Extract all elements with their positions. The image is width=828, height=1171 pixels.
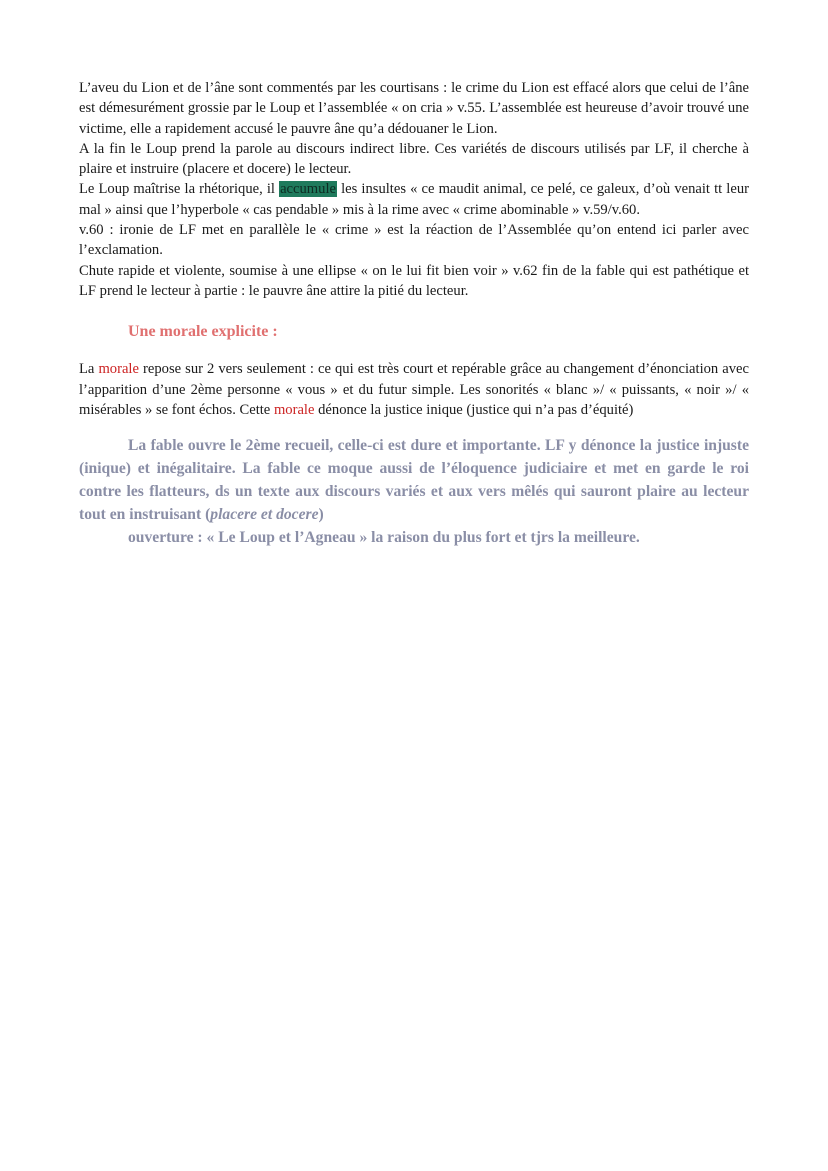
section-heading: Une morale explicite : — [128, 323, 278, 341]
opening-text: ouverture : « Le Loup et l’Agneau » la raison du plus fort et tjrs la meilleure. — [128, 529, 640, 547]
keyword-morale: morale — [273, 401, 315, 418]
text-line: v.60 : ironie de LF met en parallèle le « crime » est la réaction de l’Assemblée qu’on entend ici parler avec l’exclamation. — [79, 222, 749, 259]
opening-paragraph — [79, 526, 749, 549]
italic-latin: placere et docere — [210, 506, 319, 524]
highlighted-word: accumule — [280, 181, 336, 198]
keyword-morale: morale — [98, 361, 139, 378]
text-segment: La — [79, 361, 99, 378]
text-segment: dénonce la justice inique (justice qui n’a pas d’équité) — [314, 401, 634, 418]
text-segment: La fable ouvre le 2ème recueil, celle-ci est dure et importante. LF y dénonce la justice injuste (inique) et inégalitaire. La fable ce moque aussi de l’éloquence judiciaire et met en garde le roi contre les flatteurs, ds un texte aux discours variés et aux vers mêlés qui sauront plaire au lecteur tout en instruisant ( — [79, 437, 749, 524]
document-page — [79, 78, 749, 549]
analysis-paragraph — [79, 78, 749, 301]
text-segment: ) — [318, 506, 324, 524]
text-line: A la fin le Loup prend la parole au discours indirect libre. Ces variétés de discours utilisés par LF, il cherche à plaire et instruire (placere et docere) le lecteur. — [79, 140, 749, 178]
morale-paragraph — [79, 359, 749, 420]
text-segment: repose sur 2 vers seulement : ce qui est très court et repérable grâce au changement d’énonciation avec l’apparition d’une 2ème personne « vous » et du futur simple. Les sonorités « blanc »/ « puissants, « noir »/ « misérables » se font échos. Cette — [79, 361, 749, 418]
text-line — [79, 179, 749, 220]
text-line: Chute rapide et violente, soumise à une ellipse « on le lui fit bien voir » v.62 fin de la fable qui est pathétique et LF prend le lecteur à partie : le pauvre âne attire la pitié du lecteur. — [79, 262, 749, 299]
conclusion-paragraph — [79, 434, 749, 526]
text-line: L’aveu du Lion et de l’âne sont commentés par les courtisans : le crime du Lion est effacé alors que celui de l’âne est démesurément grossie par le Loup et l’assemblée « on cria » v.55. L’assemblée est heureuse d’avoir trouvé une victime, elle a rapidement accusé le pauvre âne qu’a dédouaner le Lion. — [79, 80, 749, 137]
conclusion-block — [79, 434, 749, 549]
text-segment: Le Loup maîtrise la rhétorique, il — [79, 181, 280, 198]
text-segment: les insultes « ce maudit animal, ce pelé, ce galeux, d’où venait tt leur mal » ainsi que l’hyperbole « cas pendable » mis à la rime avec « crime abominable » v.59/v.60. — [79, 181, 749, 218]
